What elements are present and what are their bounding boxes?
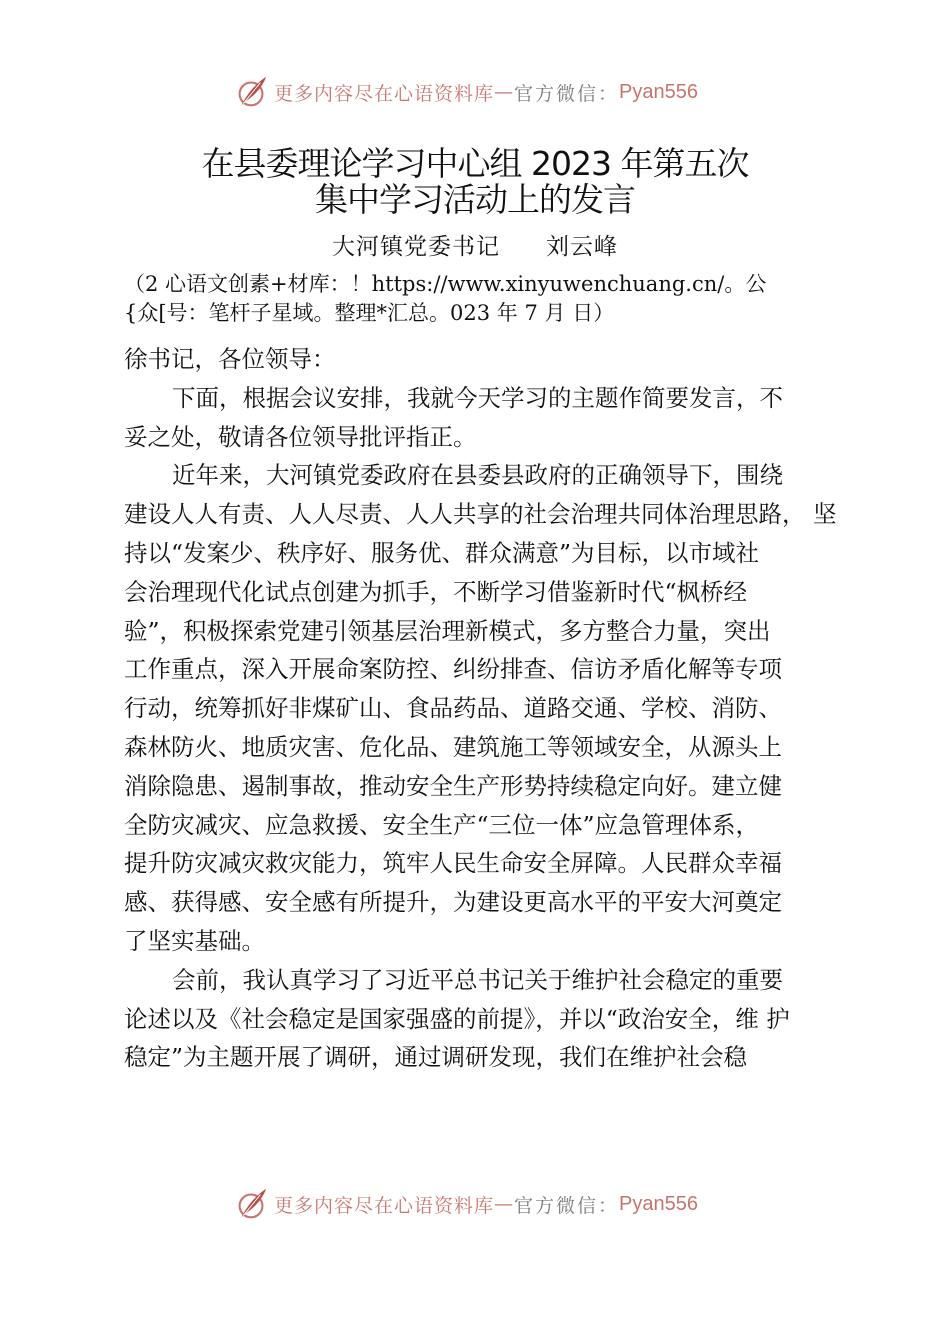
feather-pen-logo-icon xyxy=(232,73,270,111)
paragraph-line: 提升防灾减灾救灾能力，筑牢人民生命安全屏障。人民群众幸福 xyxy=(124,849,782,878)
document-body xyxy=(124,340,837,1077)
paragraph-line: 妥之处，敬请各位领导批评指正。 xyxy=(124,422,477,451)
paragraph-line: 全防灾减灾、应急救援、安全生产“三位一体”应急管理体系， xyxy=(124,810,760,839)
paragraph-line: 会治理现代化试点创建为抓手，不断学习借鉴新时代“枫桥经 xyxy=(124,577,748,606)
paragraph-line: 稳定”为主题开展了调研，通过调研发现，我们在维护社会稳 xyxy=(124,1043,748,1072)
banner-wechat-label: 官方微信： xyxy=(514,1194,620,1217)
paragraph-line: 了坚实基础。 xyxy=(124,926,265,955)
banner-dash: — xyxy=(494,1193,515,1215)
footer-banner xyxy=(232,1184,698,1224)
banner-wechat-id: Pyan556 xyxy=(619,80,698,103)
paragraph-line: 下面，根据会议安排，我就今天学习的主题作简要发言，不 xyxy=(172,383,783,412)
paragraph-line: 感、获得感、安全感有所提升，为建设更高水平的平安大河奠定 xyxy=(124,888,782,917)
feather-pen-logo-icon xyxy=(232,1185,270,1223)
paragraph-line: 验”，积极探索党建引领基层治理新模式，多方整合力量，突出 xyxy=(124,616,771,645)
header-banner xyxy=(232,72,698,112)
banner-text: 更多内容尽在心语资料库 xyxy=(274,1194,495,1217)
paragraph-line: 近年来，大河镇党委政府在县委县政府的正确领导下，围绕 xyxy=(172,461,783,490)
banner-wechat-id: Pyan556 xyxy=(619,1192,698,1215)
paragraph-line: 论述以及《社会稳定是国家强盛的前提》，并以“政治安全，维 护 xyxy=(124,1004,790,1033)
author-line xyxy=(100,228,850,261)
paragraph-line: 行动，统筹抓好非煤矿山、食品药品、道路交通、学校、消防、 xyxy=(124,694,782,723)
paragraph-line: 建设人人有责、人人尽责、人人共享的社会治理共同体治理思路， 坚 xyxy=(124,500,837,529)
paragraph-line: 森林防火、地质灾害、危化品、建筑施工等领域安全，从源头上 xyxy=(124,732,782,761)
salutation: 徐书记，各位领导： xyxy=(124,345,336,373)
author-name: 刘云峰 xyxy=(546,234,618,260)
paragraph-line: 消除隐患、遏制事故，推动安全生产形势持续稳定向好。建立健 xyxy=(124,771,782,800)
paragraph-line: 会前，我认真学习了习近平总书记关于维护社会稳定的重要 xyxy=(172,965,783,994)
source-note-line2: {众[号：笔杆子星域。整理*汇总。023 年 7 月 日） xyxy=(124,301,615,325)
banner-text: 更多内容尽在心语资料库 xyxy=(274,82,495,105)
banner-dash: — xyxy=(494,81,515,103)
author-role: 大河镇党委书记 xyxy=(332,234,500,260)
source-note-line1: （2 心语文创素+材库：！https://www.xinyuwenchuang.cn/。公 xyxy=(124,272,767,296)
paragraph-line: 工作重点，深入开展命案防控、纠纷排查、信访矛盾化解等专项 xyxy=(124,655,782,684)
document-title-line1: 在县委理论学习中心组 2023 年第五次 xyxy=(201,144,749,183)
paragraph-line: 持以“发案少、秩序好、服务优、群众满意”为目标，以市域社 xyxy=(124,538,760,567)
banner-wechat-label: 官方微信： xyxy=(514,82,620,105)
document-title-line2: 集中学习活动上的发言 xyxy=(315,180,635,219)
